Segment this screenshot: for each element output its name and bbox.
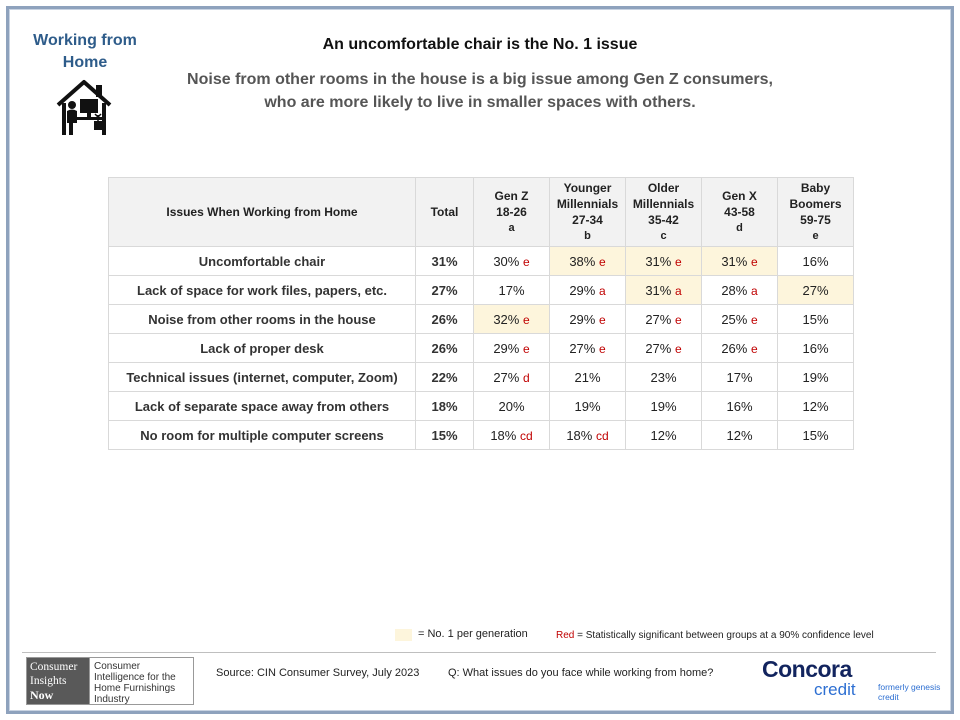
value-cell-ymill <box>550 276 626 305</box>
total-value: 18% <box>416 392 474 421</box>
issue-label: Lack of separate space away from others <box>109 392 416 421</box>
column-header-line: Boomers <box>789 197 842 211</box>
total-value: 26% <box>416 334 474 363</box>
table-row <box>109 276 854 305</box>
column-group-letter: e <box>812 230 819 242</box>
column-header-line: Millennials <box>632 197 695 211</box>
table-row <box>109 363 854 392</box>
source-note: Source: CIN Consumer Survey, July 2023 <box>216 667 420 679</box>
table-row <box>109 334 854 363</box>
cell-percent: 20% <box>498 398 525 414</box>
issue-label: Lack of proper desk <box>109 334 416 363</box>
column-header-line: 43-58 <box>724 205 755 219</box>
total-value: 31% <box>416 247 474 276</box>
column-header-line: 18-26 <box>496 205 527 219</box>
column-header-line: 27-34 <box>572 213 603 227</box>
cell-percent: 25% <box>721 311 748 327</box>
legend-significance-label: = Statistically significant between groups at a 90% confidence level <box>574 630 874 641</box>
significance-marker: e <box>522 254 530 269</box>
issue-label: Technical issues (internet, computer, Zoom) <box>109 363 416 392</box>
cell-percent: 15% <box>802 311 829 327</box>
value-cell-omill <box>626 421 702 450</box>
column-header-omill <box>626 178 702 247</box>
cell-percent: 12% <box>650 427 677 443</box>
significance-marker: d <box>522 370 530 385</box>
column-header-line: 35-42 <box>648 213 679 227</box>
total-value: 27% <box>416 276 474 305</box>
cell-percent: 31% <box>645 282 672 298</box>
column-header-genx <box>702 178 778 247</box>
table-body <box>109 247 854 450</box>
value-cell-genx <box>702 305 778 334</box>
significance-marker: a <box>598 283 606 298</box>
column-group-letter: c <box>660 230 667 242</box>
significance-marker: cd <box>519 428 533 443</box>
value-cell-omill <box>626 392 702 421</box>
section-title: Working from Home <box>33 32 137 71</box>
value-cell-boomers <box>778 392 854 421</box>
cell-percent: 12% <box>802 398 829 414</box>
issue-label: No room for multiple computer screens <box>109 421 416 450</box>
column-header-total: Total <box>416 178 474 247</box>
value-cell-genx <box>702 363 778 392</box>
header-row <box>109 178 854 247</box>
column-header-line: Baby <box>800 181 831 195</box>
column-header-line: Gen Z <box>494 189 529 203</box>
value-cell-genx <box>702 392 778 421</box>
cell-percent: 18% <box>566 427 593 443</box>
cell-percent: 27% <box>645 311 672 327</box>
cell-percent: 28% <box>721 282 748 298</box>
issue-label: Uncomfortable chair <box>109 247 416 276</box>
value-cell-ymill <box>550 421 626 450</box>
table-header <box>109 178 854 247</box>
column-header-line: Older <box>647 181 680 195</box>
significance-marker: e <box>522 341 530 356</box>
value-cell-genx <box>702 421 778 450</box>
significance-marker: e <box>674 254 682 269</box>
value-cell-genx <box>702 334 778 363</box>
cell-percent: 32% <box>493 311 520 327</box>
value-cell-genz <box>474 421 550 450</box>
legend-significance <box>556 630 874 641</box>
column-header-ymill <box>550 178 626 247</box>
column-header-line: 59-75 <box>800 213 831 227</box>
cell-percent: 17% <box>498 282 525 298</box>
cell-percent: 29% <box>493 340 520 356</box>
concora-wordmark: Concora <box>762 656 852 682</box>
total-value: 15% <box>416 421 474 450</box>
value-cell-ymill <box>550 247 626 276</box>
value-cell-genz <box>474 247 550 276</box>
value-cell-genz <box>474 363 550 392</box>
cell-percent: 27% <box>645 340 672 356</box>
cell-percent: 27% <box>493 369 520 385</box>
person-working-at-desk-in-house-icon <box>54 77 114 137</box>
issue-label: Noise from other rooms in the house <box>109 305 416 334</box>
value-cell-ymill <box>550 363 626 392</box>
significance-marker: e <box>522 312 530 327</box>
cell-percent: 27% <box>802 282 829 298</box>
value-cell-boomers <box>778 276 854 305</box>
significance-marker: a <box>750 283 758 298</box>
column-header-line: Millennials <box>556 197 619 211</box>
cin-logo-line-3: Now <box>30 688 54 702</box>
cell-percent: 16% <box>802 340 829 356</box>
significance-marker: e <box>750 341 758 356</box>
column-header-genz <box>474 178 550 247</box>
column-header-boomers <box>778 178 854 247</box>
cell-percent: 27% <box>569 340 596 356</box>
survey-question: Q: What issues do you face while working from home? <box>448 667 714 679</box>
value-cell-boomers <box>778 334 854 363</box>
cell-percent: 16% <box>726 398 753 414</box>
footer-divider <box>22 652 936 653</box>
table-row <box>109 247 854 276</box>
cell-percent: 12% <box>726 427 753 443</box>
cell-percent: 19% <box>650 398 677 414</box>
total-value: 22% <box>416 363 474 392</box>
table-row <box>109 392 854 421</box>
legend-highlight-swatch <box>395 629 412 641</box>
cell-percent: 23% <box>650 369 677 385</box>
value-cell-boomers <box>778 421 854 450</box>
column-group-letter: b <box>584 230 591 242</box>
legend-red-word: Red <box>556 630 575 641</box>
significance-marker: e <box>674 312 682 327</box>
significance-marker: e <box>750 312 758 327</box>
issues-table <box>108 177 854 450</box>
table-row <box>109 421 854 450</box>
cin-logo-line-1: Consumer <box>30 661 78 673</box>
value-cell-omill <box>626 363 702 392</box>
value-cell-genx <box>702 276 778 305</box>
cell-percent: 19% <box>574 398 601 414</box>
value-cell-genz <box>474 276 550 305</box>
significance-marker: e <box>598 254 606 269</box>
value-cell-boomers <box>778 363 854 392</box>
value-cell-omill <box>626 305 702 334</box>
cell-percent: 31% <box>721 253 748 269</box>
total-value: 26% <box>416 305 474 334</box>
significance-marker: e <box>674 341 682 356</box>
subhead: Noise from other rooms in the house is a big issue among Gen Z consumers, who are more likely to live in smaller spaces with others. <box>187 71 773 111</box>
value-cell-genz <box>474 392 550 421</box>
cell-percent: 30% <box>493 253 520 269</box>
cin-tagline: Consumer Intelligence for the Home Furnishings Industry <box>89 658 193 704</box>
cin-logo-mark <box>27 658 89 704</box>
significance-marker: e <box>598 312 606 327</box>
cell-percent: 31% <box>645 253 672 269</box>
concora-credit-word: credit <box>814 680 856 699</box>
value-cell-omill <box>626 334 702 363</box>
cell-percent: 38% <box>569 253 596 269</box>
column-group-letter: a <box>508 222 515 234</box>
value-cell-ymill <box>550 392 626 421</box>
column-group-letter: d <box>736 222 743 234</box>
cell-percent: 21% <box>574 369 601 385</box>
concora-formerly-note: formerly genesis credit <box>878 682 941 702</box>
cell-percent: 18% <box>490 427 517 443</box>
value-cell-genz <box>474 334 550 363</box>
cell-percent: 26% <box>721 340 748 356</box>
cell-percent: 17% <box>726 369 753 385</box>
value-cell-omill <box>626 247 702 276</box>
cell-percent: 19% <box>802 369 829 385</box>
cin-logo-line-2: Insights <box>30 675 67 687</box>
cin-logo <box>26 657 194 705</box>
value-cell-boomers <box>778 247 854 276</box>
issues-column-header: Issues When Working from Home <box>109 178 416 247</box>
value-cell-genz <box>474 305 550 334</box>
cell-percent: 16% <box>802 253 829 269</box>
value-cell-ymill <box>550 305 626 334</box>
value-cell-boomers <box>778 305 854 334</box>
significance-marker: a <box>674 283 682 298</box>
value-cell-genx <box>702 247 778 276</box>
concora-logo <box>762 656 942 704</box>
value-cell-ymill <box>550 334 626 363</box>
significance-marker: e <box>598 341 606 356</box>
issue-label: Lack of space for work files, papers, etc. <box>109 276 416 305</box>
table-row <box>109 305 854 334</box>
cell-percent: 29% <box>569 282 596 298</box>
cell-percent: 29% <box>569 311 596 327</box>
value-cell-omill <box>626 276 702 305</box>
cell-percent: 15% <box>802 427 829 443</box>
headline: An uncomfortable chair is the No. 1 issue <box>322 36 638 53</box>
significance-marker: e <box>750 254 758 269</box>
significance-marker: cd <box>595 428 609 443</box>
column-header-line: Gen X <box>722 189 757 203</box>
column-header-line: Younger <box>563 181 612 195</box>
legend-top-label: = No. 1 per generation <box>418 628 528 640</box>
